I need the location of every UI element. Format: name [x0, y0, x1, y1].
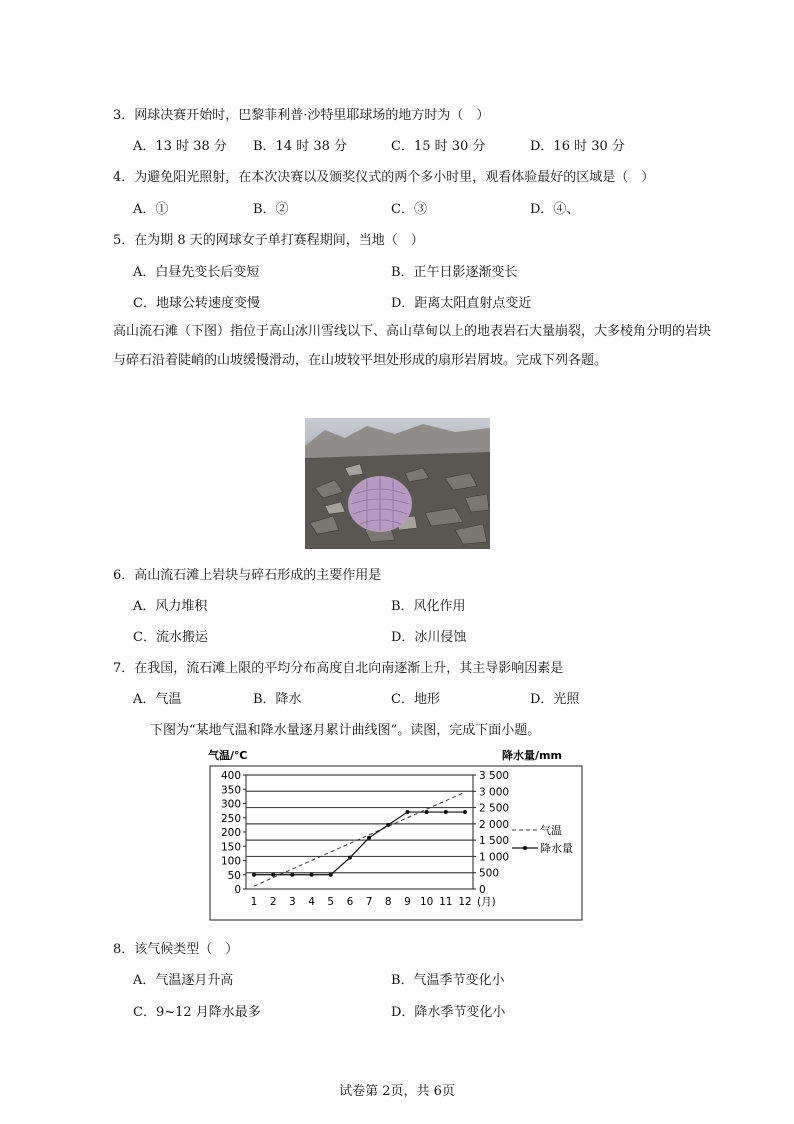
x-tick-label: 9 — [404, 896, 411, 908]
left-tick-label: 0 — [234, 884, 241, 896]
left-tick-label: 200 — [220, 827, 241, 839]
left-tick-label: 150 — [220, 841, 241, 854]
q6-option-a[interactable]: A．风力堆积 — [133, 599, 208, 614]
q4-option-d[interactable]: D．④、 — [530, 202, 580, 217]
scree-slope-photo — [305, 418, 490, 549]
left-tick-label: 50 — [227, 869, 241, 882]
left-tick-label: 300 — [220, 798, 241, 811]
precipitation-point — [367, 836, 371, 840]
q8-option-d[interactable]: D．降水季节变化小 — [391, 1005, 506, 1020]
right-tick-label: 3 500 — [479, 770, 510, 782]
precipitation-point — [386, 823, 390, 827]
x-tick-label: 5 — [327, 896, 335, 908]
question-4-stem: 4．为避免阳光照射，在本次决赛以及颁奖仪式的两个多小时里，观看体验最好的区域是（ ） — [113, 170, 655, 185]
page-footer: 试卷第 2页，共 6页 — [339, 1084, 455, 1099]
q8-option-a[interactable]: A．气温逐月升高 — [133, 973, 234, 988]
precipitation-point — [252, 873, 256, 877]
x-tick-label: 10 — [419, 896, 434, 908]
question-5-stem: 5．在为期 8 天的网球女子单打赛程期间，当地（ ） — [113, 233, 424, 248]
x-tick-label: 12 — [458, 896, 472, 908]
q3-option-d[interactable]: D．16 时 30 分 — [530, 139, 625, 154]
q7-option-b[interactable]: B．降水 — [253, 692, 302, 707]
q3-option-a[interactable]: A．13 时 38 分 — [133, 139, 227, 154]
y-right-axis-title: 降水量/mm — [502, 749, 562, 762]
precipitation-point — [405, 810, 409, 814]
right-tick-label: 1 000 — [479, 851, 510, 864]
series-line-precipitation — [254, 812, 465, 875]
q6-option-c[interactable]: C．流水搬运 — [133, 630, 208, 645]
precipitation-point — [425, 810, 429, 814]
q7-option-d[interactable]: D．光照 — [530, 692, 580, 707]
question-7-stem: 7．在我国，流石滩上限的平均分布高度自北向南逐渐上升，其主导影响因素是 — [113, 661, 564, 676]
q4-option-b[interactable]: B．② — [253, 202, 289, 217]
x-tick-label: 7 — [365, 896, 373, 908]
x-tick-label: 2 — [269, 896, 277, 908]
x-axis-unit: (月) — [477, 896, 496, 908]
legend-label-precipitation: 降水量 — [540, 842, 573, 855]
q8-option-b[interactable]: B．气温季节变化小 — [391, 973, 505, 988]
legend-dot-precipitation — [523, 846, 527, 850]
q6-option-d[interactable]: D．冰川侵蚀 — [391, 630, 467, 645]
plot-area — [246, 775, 473, 889]
question-8-stem: 8．该气候类型（ ） — [113, 942, 239, 957]
x-tick-label: 6 — [346, 896, 354, 908]
q3-option-b[interactable]: B．14 时 38 分 — [253, 139, 348, 154]
q5-option-a[interactable]: A．白昼先变长后变短 — [133, 265, 260, 280]
q7-option-a[interactable]: A．气温 — [133, 692, 182, 707]
precipitation-point — [463, 810, 467, 814]
chart-caption: 下图为“某地气温和降水量逐月累计曲线图”。读图，完成下面小题。 — [150, 723, 541, 738]
q7-option-c[interactable]: C．地形 — [391, 692, 440, 707]
precipitation-point — [271, 873, 275, 877]
x-tick-label: 3 — [289, 896, 296, 908]
chart-outer-frame — [210, 766, 582, 920]
left-tick-label: 100 — [220, 855, 241, 868]
left-tick-label: 400 — [220, 770, 241, 782]
legend-label-temperature: 气温 — [540, 824, 562, 837]
q5-option-d[interactable]: D．距离太阳直射点变近 — [391, 296, 532, 311]
precipitation-point — [329, 873, 333, 877]
q6-option-b[interactable]: B．风化作用 — [391, 599, 466, 614]
question-3-stem: 3．网球决赛开始时，巴黎菲利普·沙特里耶球场的地方时为（ ） — [113, 108, 490, 123]
passage-intro: 高山流石滩（下图）指位于高山冰川雪线以下、高山草甸以上的地表岩石大量崩裂，大多棱角分明的岩块与碎石沿着陡峭的山坡缓慢滑动，在山坡较平坦处形成的扇形岩屑坡。完成下列各题。 — [113, 324, 712, 368]
q5-option-c[interactable]: C．地球公转速度变慢 — [133, 296, 260, 311]
question-6-stem: 6．高山流石滩上岩块与碎石形成的主要作用是 — [113, 568, 382, 583]
x-tick-label: 11 — [439, 896, 453, 908]
climate-chart — [190, 742, 590, 922]
precipitation-point — [444, 810, 448, 814]
right-tick-label: 0 — [479, 884, 486, 896]
right-tick-label: 500 — [479, 867, 500, 880]
right-tick-label: 1 500 — [479, 835, 510, 848]
q3-option-c[interactable]: C．15 时 30 分 — [391, 139, 486, 154]
precipitation-point — [290, 873, 294, 877]
precipitation-point — [348, 856, 352, 860]
left-tick-label: 350 — [220, 784, 241, 797]
q8-option-c[interactable]: C．9~12 月降水最多 — [133, 1005, 261, 1020]
q4-option-a[interactable]: A．① — [133, 202, 169, 217]
x-tick-label: 4 — [308, 896, 315, 908]
precipitation-point — [310, 873, 314, 877]
x-tick-label: 1 — [250, 896, 258, 908]
right-tick-label: 2 500 — [479, 802, 510, 815]
right-tick-label: 2 000 — [479, 818, 510, 831]
y-left-axis-title: 气温/℃ — [208, 749, 248, 762]
q5-option-b[interactable]: B．正午日影逐渐变长 — [391, 265, 518, 280]
x-tick-label: 8 — [384, 896, 392, 908]
left-tick-label: 250 — [220, 812, 241, 825]
series-line-temperature — [254, 792, 465, 886]
right-tick-label: 3 000 — [479, 786, 510, 799]
q4-option-c[interactable]: C．③ — [391, 202, 427, 217]
